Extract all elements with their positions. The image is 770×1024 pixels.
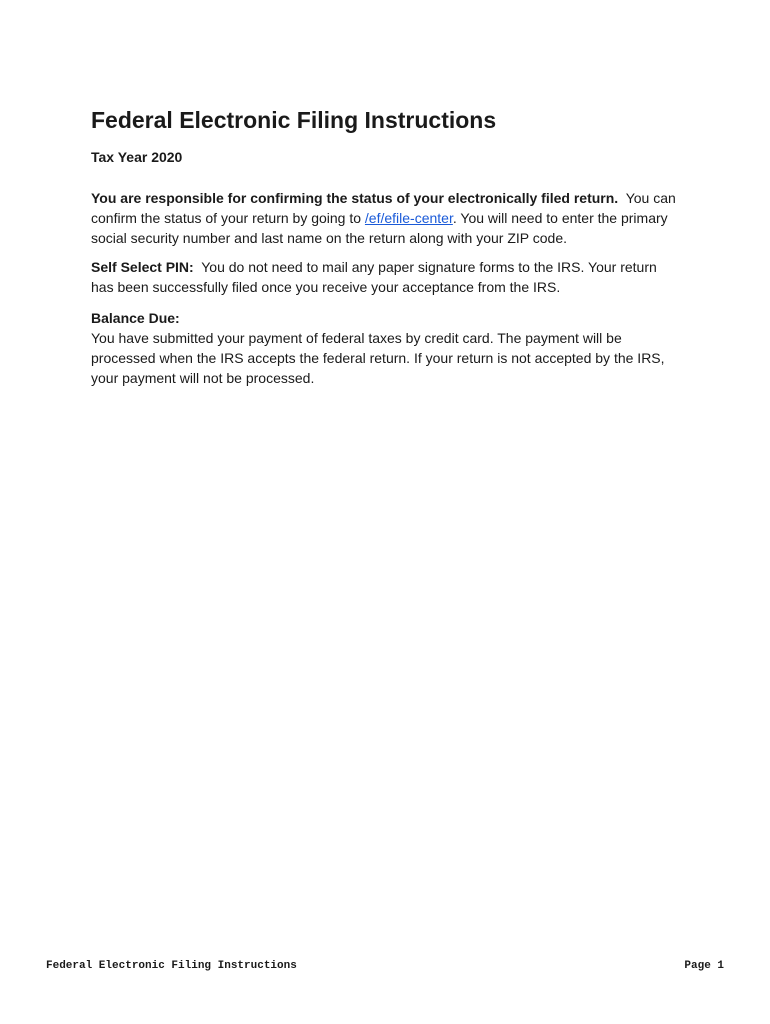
status-text-before-link: You can confirm the status of your return by going to: [91, 190, 676, 226]
footer-document-name: Federal Electronic Filing Instructions: [46, 960, 297, 972]
status-paragraph: [91, 188, 681, 248]
footer-page-number: Page 1: [684, 960, 724, 972]
status-lead-text: You are responsible for confirming the status of your electronically filed return.: [91, 190, 619, 206]
status-text-after-link: . You will need to enter the primary social security number and last name on the return along with your ZIP code.: [91, 210, 668, 246]
pin-label: Self Select PIN:: [91, 259, 194, 275]
pin-text: You do not need to mail any paper signature forms to the IRS. Your return has been successfully filed once you receive your acceptance from the IRS.: [91, 259, 657, 295]
tax-year-heading: Tax Year 2020: [91, 149, 183, 165]
page-footer: [46, 958, 724, 974]
pin-paragraph: [91, 257, 681, 297]
efile-center-link[interactable]: /ef/efile-center: [364, 210, 453, 226]
balance-label: Balance Due:: [91, 310, 180, 326]
balance-text: You have submitted your payment of federal taxes by credit card. The payment will be processed when the IRS accepts the federal return. If your return is not accepted by the IRS, your payment will not be processed.: [91, 330, 665, 386]
document-content: [91, 104, 681, 388]
balance-section: [91, 308, 681, 388]
document-title: Federal Electronic Filing Instructions: [91, 107, 497, 133]
